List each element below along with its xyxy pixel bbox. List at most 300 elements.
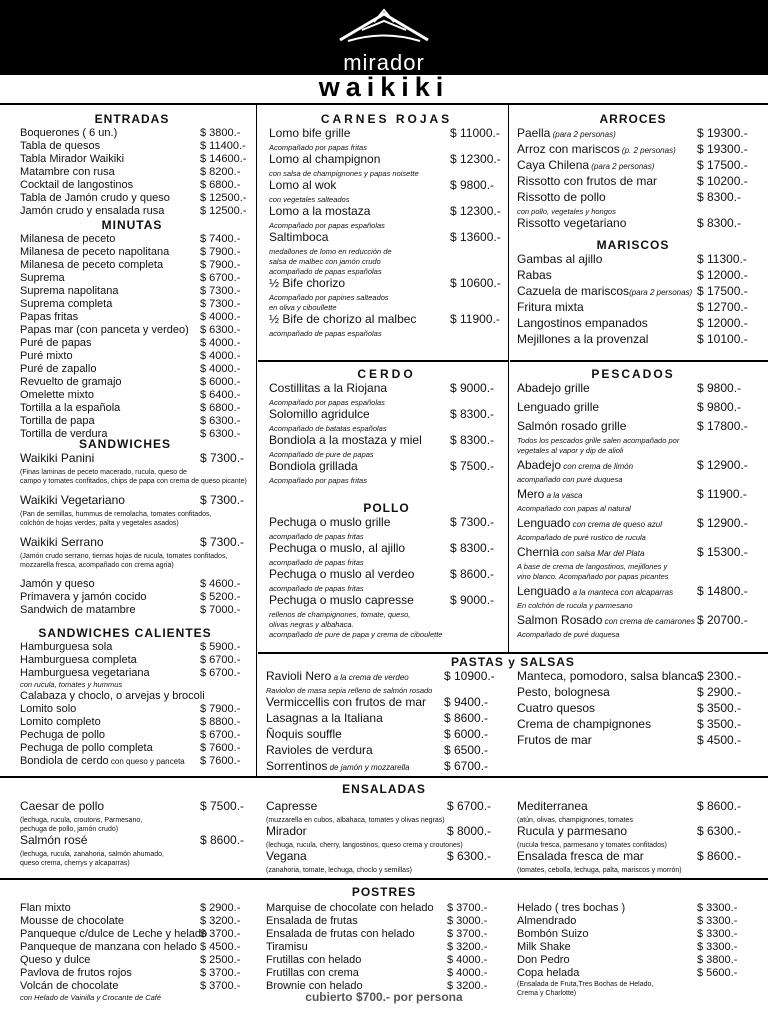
pescados-section — [517, 367, 749, 643]
item-name-text: Hamburguesa completa — [20, 654, 137, 666]
item-name-text: Helado ( tres bochas ) — [517, 902, 626, 914]
menu-item — [266, 728, 502, 744]
item-description: Raviolon de masa sepia relleno de salmón rosado — [266, 686, 433, 695]
ensaladas-list — [20, 800, 244, 868]
item-price: $ 8200.- — [200, 166, 241, 178]
item-name-text: Salmón rosado grille — [517, 419, 627, 433]
item-name — [20, 755, 185, 768]
menu-item — [517, 517, 749, 543]
item-price: $ 9000.- — [450, 593, 495, 607]
menu-item — [517, 285, 749, 301]
item-name-text: Matambre con rusa — [20, 166, 115, 178]
item-price: $ 3200.- — [200, 915, 241, 927]
item-price: $ 7300.- — [450, 515, 495, 529]
item-name — [20, 298, 112, 311]
item-name — [517, 269, 552, 282]
menu-item — [517, 420, 749, 456]
item-name — [266, 744, 373, 757]
menu-item — [517, 850, 749, 875]
item-description: con salsa de champignones y papas noisette — [269, 169, 419, 178]
item-description: olivas negras y albahaca. — [269, 620, 354, 629]
item-name — [20, 272, 65, 285]
item-name-text: Capresse — [266, 799, 318, 813]
section-title: ENTRADAS — [94, 112, 170, 126]
carnes-section — [269, 112, 504, 339]
item-description: acompañado de papas españolas — [269, 329, 382, 338]
item-name — [517, 191, 606, 204]
carnes-list — [269, 127, 504, 339]
item-name — [20, 578, 95, 591]
postres-list — [20, 902, 244, 1003]
item-name-text: Milanesa de peceto napolitana — [20, 246, 170, 258]
item-name — [517, 333, 648, 346]
menu-item — [20, 928, 244, 941]
item-description: colchón de hojas verdes, palta y vegetales asados) — [20, 520, 179, 527]
menu-item — [20, 604, 244, 617]
item-name — [20, 285, 118, 298]
item-name-text: Copa helada — [517, 967, 580, 979]
item-name — [269, 594, 414, 607]
item-name — [20, 246, 169, 259]
menu-item — [20, 311, 244, 324]
item-name-text: Pechuga de pollo — [20, 729, 106, 741]
item-name — [517, 420, 626, 433]
item-name-text: Pechuga de pollo completa — [20, 742, 153, 754]
item-price: $ 6400.- — [200, 389, 241, 401]
item-price: $ 9800.- — [697, 400, 742, 414]
menu-item — [269, 313, 504, 339]
item-name-text: Frutillas con helado — [266, 954, 362, 966]
item-price: $ 7500.- — [200, 799, 245, 813]
menu-item — [517, 401, 749, 417]
item-name — [269, 516, 390, 529]
item-note: con queso y panceta — [108, 757, 185, 766]
item-name-text: Milanesa de peceto — [20, 233, 116, 245]
section-title: MINUTAS — [101, 218, 163, 232]
menu-header — [0, 0, 768, 100]
item-price: $ 7300.- — [200, 451, 245, 465]
item-name-text: ½ Bife chorizo — [269, 276, 346, 290]
item-name-text: Jamón crudo y ensalada rusa — [20, 205, 165, 217]
item-description: (Finas laminas de peceto macerado, rucula, queso de — [20, 469, 187, 476]
item-name — [517, 159, 654, 173]
item-name — [269, 408, 370, 421]
menu-item — [266, 850, 502, 875]
item-name-text: Ensalada fresca de mar — [517, 849, 644, 863]
item-description: mozzarella fresca, acompañado con crema agria) — [20, 562, 174, 569]
item-name-text: Mediterranea — [517, 799, 588, 813]
item-price: $ 10200.- — [697, 174, 748, 188]
item-name — [20, 415, 95, 428]
item-price: $ 19300.- — [697, 142, 748, 156]
item-price: $ 4000.- — [200, 337, 241, 349]
item-name-text: Vermiccellis con frutos de mar — [266, 695, 427, 709]
menu-item — [266, 954, 502, 967]
item-description: queso crema, cherrys y alcaparras) — [20, 860, 130, 867]
item-price: $ 8800.- — [200, 716, 241, 728]
salsas-list — [517, 670, 749, 750]
item-description: Acompañado por papas fritas — [269, 143, 367, 152]
item-name — [517, 143, 676, 157]
item-description: vino blanco. Acompañado por papas picantes — [517, 572, 669, 581]
item-price: $ 7300.- — [200, 285, 241, 297]
item-name-text: Bondiola a la mostaza y miel — [269, 433, 422, 447]
item-description: Acompañado de pure de papas — [269, 450, 374, 459]
item-price: $ 2900.- — [697, 685, 742, 699]
section-title: PASTAS y SALSAS — [451, 655, 575, 669]
menu-item — [517, 546, 749, 582]
item-price: $ 11300.- — [697, 252, 747, 266]
item-price: $ 7000.- — [200, 604, 241, 616]
item-price: $ 6700.- — [200, 272, 241, 284]
item-price: $ 17500.- — [697, 284, 748, 298]
item-name-text: Lomo a la mostaza — [269, 204, 371, 218]
menu-item — [20, 140, 244, 153]
item-price: $ 12300.- — [450, 204, 501, 218]
item-price: $ 4000.- — [447, 954, 488, 966]
item-price: $ 8600.- — [450, 567, 495, 581]
item-description: vegetales al vapor y dip de alioli — [517, 446, 624, 455]
item-name — [269, 205, 370, 218]
item-name — [20, 494, 125, 507]
item-name-text: Abadejo — [517, 458, 562, 472]
section-title: SANDWICHES — [78, 437, 171, 451]
item-name-text: Cuatro quesos — [517, 701, 596, 715]
menu-item — [20, 902, 244, 915]
item-name — [517, 850, 644, 863]
item-name — [20, 928, 207, 941]
menu-item — [269, 231, 504, 277]
item-name — [20, 192, 170, 205]
arroces-list — [517, 127, 749, 233]
item-name-text: Ravioles de verdura — [266, 743, 373, 757]
item-name-text: Milanesa de peceto completa — [20, 259, 164, 271]
calientes-section — [20, 626, 244, 768]
item-name — [20, 834, 87, 847]
item-name — [266, 696, 426, 709]
item-description: acompañado de papas españolas — [269, 267, 382, 276]
menu-item — [517, 585, 749, 611]
item-name-text: Papas fritas — [20, 311, 79, 323]
menu-item — [20, 246, 244, 259]
menu-item — [269, 542, 504, 568]
menu-item — [20, 389, 244, 402]
menu-item — [20, 166, 244, 179]
item-name — [266, 670, 409, 684]
item-price: $ 6800.- — [200, 179, 241, 191]
item-note: (para 2 personas) — [589, 162, 655, 171]
item-name-text: Lomo bife grille — [269, 126, 351, 140]
cerdo-list — [269, 382, 504, 486]
item-name-text: Mero — [517, 487, 545, 501]
item-name-text: Lenguado — [517, 516, 571, 530]
menu-item — [20, 324, 244, 337]
item-name — [266, 800, 317, 813]
item-name-text: Mirador — [266, 824, 307, 838]
item-description: (tomates, cebolla, lechuga, palta, mariscos y morrón) — [517, 867, 682, 874]
item-name-text: Suprema — [20, 272, 65, 284]
item-name-text: Rabas — [517, 268, 552, 282]
menu-item — [269, 382, 504, 408]
item-description: (muzzarella en cubos, albahaca, tomates y olivas negras) — [266, 817, 445, 824]
menu-item — [20, 259, 244, 272]
item-name-text: Paella — [517, 126, 551, 140]
item-name-text: Caya Chilena — [517, 158, 590, 172]
item-price: $ 15300.- — [697, 545, 748, 559]
item-price: $ 4500.- — [200, 941, 241, 953]
item-price: $ 8300.- — [697, 216, 742, 230]
item-description: Acompañado por papas españolas — [269, 221, 385, 230]
item-name-text: Rissotto vegetariano — [517, 216, 627, 230]
item-price: $ 7400.- — [200, 233, 241, 245]
menu-item — [517, 800, 749, 825]
menu-item — [517, 915, 749, 928]
menu-item — [266, 696, 502, 712]
section-title: PESCADOS — [591, 367, 675, 381]
item-price: $ 20700.- — [697, 613, 748, 627]
item-name — [517, 401, 599, 414]
item-price: $ 10600.- — [450, 276, 501, 290]
item-price: $ 3300.- — [697, 928, 738, 940]
item-price: $ 6700.- — [200, 729, 241, 741]
divider — [510, 360, 768, 362]
item-name — [20, 800, 104, 813]
item-name — [20, 389, 94, 402]
item-name-text: Solomillo agridulce — [269, 407, 370, 421]
item-name — [266, 825, 307, 838]
salsas-right — [517, 670, 749, 750]
section-title: POLLO — [363, 501, 410, 515]
item-note: de jamón y mozzarella — [327, 763, 410, 772]
item-name — [517, 517, 662, 531]
menu-item — [20, 755, 244, 768]
menu-item — [517, 825, 749, 850]
item-price: $ 3200.- — [447, 980, 488, 992]
menu-item — [266, 928, 502, 941]
item-description: Acompañado de puré rustico de rucula — [517, 533, 646, 542]
item-name-text: Vegana — [266, 849, 307, 863]
menu-item — [517, 191, 749, 217]
item-name-text: Rissotto de pollo — [517, 190, 606, 204]
item-price: $ 8600.- — [697, 799, 742, 813]
item-name — [517, 941, 571, 954]
menu-item — [20, 350, 244, 363]
item-note: con crema de limón — [561, 462, 634, 471]
ensaladas-list — [266, 800, 502, 875]
item-name — [266, 915, 358, 928]
item-name-text: Pesto, bolognesa — [517, 685, 610, 699]
pescados-list — [517, 382, 749, 640]
menu-item — [517, 333, 749, 349]
item-price: $ 3300.- — [697, 902, 738, 914]
item-name-text: Papas mar (con panceta y verdeo) — [20, 324, 189, 336]
sandwiches-list — [20, 451, 247, 570]
item-price: $ 12500.- — [200, 192, 247, 204]
item-name — [20, 742, 153, 755]
item-name — [20, 153, 124, 166]
item-name-text: Crema de champignones — [517, 717, 652, 731]
pastas-list — [266, 670, 502, 776]
postres-col-3 — [517, 902, 749, 998]
item-name-text: Tiramisu — [266, 941, 308, 953]
pastas-section — [258, 655, 768, 670]
item-price: $ 12700.- — [697, 300, 748, 314]
menu-item — [20, 690, 244, 703]
menu-item — [20, 742, 244, 755]
item-price: $ 6700.- — [447, 799, 492, 813]
item-price: $ 11000.- — [450, 126, 500, 140]
item-name-text: Gambas al ajillo — [517, 252, 603, 266]
item-name-text: Pechuga o muslo grille — [269, 515, 391, 529]
item-name — [20, 536, 104, 549]
item-name — [269, 127, 350, 140]
item-name-text: Ravioli Nero — [266, 669, 332, 683]
menu-item — [517, 143, 749, 159]
item-name-text: Lasagnas a la Italiana — [266, 711, 383, 725]
item-price: $ 17800.- — [697, 419, 748, 433]
item-price: $ 10900.- — [444, 669, 495, 683]
divider — [256, 105, 257, 653]
item-name — [266, 728, 342, 741]
item-price: $ 3800.- — [697, 954, 738, 966]
menu-item — [269, 594, 504, 640]
item-price: $ 3300.- — [697, 915, 738, 927]
item-name-text: Calabaza y choclo, o arvejas y brocoli — [20, 690, 205, 702]
item-price: $ 6700.- — [200, 654, 241, 666]
item-price: $ 6000.- — [200, 376, 241, 388]
item-price: $ 7900.- — [200, 703, 241, 715]
menu-item — [266, 967, 502, 980]
item-price: $ 5900.- — [200, 641, 241, 653]
item-name — [20, 690, 205, 703]
item-name — [269, 153, 380, 166]
item-price: $ 12300.- — [450, 152, 501, 166]
mariscos-section — [517, 238, 749, 349]
item-note: a la vasca — [544, 491, 583, 500]
item-price: $ 3500.- — [697, 717, 742, 731]
item-name — [266, 967, 359, 980]
item-price: $ 6700.- — [200, 667, 241, 679]
item-price: $ 8300.- — [697, 190, 742, 204]
menu-item — [517, 253, 749, 269]
item-name — [20, 350, 73, 363]
item-note: (para 2 personas) — [629, 288, 693, 297]
item-name-text: Volcán de chocolate — [20, 980, 119, 992]
roof-logo-icon — [334, 8, 434, 50]
menu-item — [20, 954, 244, 967]
item-name-text: Mejillones a la provenzal — [517, 332, 649, 346]
item-name — [517, 825, 627, 838]
item-name — [20, 402, 120, 415]
item-price: $ 8600.- — [697, 849, 742, 863]
item-name-text: Lenguado — [517, 584, 571, 598]
item-name-text: Pechuga o muslo, al ajillo — [269, 541, 406, 555]
item-price: $ 12000.- — [697, 268, 748, 282]
item-name — [517, 585, 673, 599]
item-note: con crema de queso azul — [570, 520, 662, 529]
item-name — [269, 542, 405, 555]
item-name — [20, 363, 96, 376]
item-description: acompañado con puré duquesa — [517, 475, 623, 484]
menu-item — [517, 702, 749, 718]
menu-item — [266, 744, 502, 760]
item-name-text: Frutillas con crema — [266, 967, 359, 979]
item-name-text: Sandwich de matambre — [20, 604, 136, 616]
item-price: $ 6300.- — [200, 324, 241, 336]
ensaladas-col-2 — [266, 800, 502, 875]
item-description: con Helado de Vainilla y Crocante de Café — [20, 993, 162, 1002]
item-name-text: Fritura mixta — [517, 300, 584, 314]
item-price: $ 5200.- — [200, 591, 241, 603]
menu-item — [517, 614, 749, 640]
menu-item — [20, 967, 244, 980]
menu-item — [20, 703, 244, 716]
menu-item — [20, 272, 244, 285]
menu-item — [20, 376, 244, 389]
item-name — [266, 760, 410, 774]
menu-item — [517, 488, 749, 514]
ensaladas-col-3 — [517, 800, 749, 875]
item-name — [20, 667, 150, 680]
menu-item — [266, 712, 502, 728]
item-price: $ 6300.- — [447, 849, 492, 863]
item-name — [20, 604, 136, 617]
item-name — [20, 915, 124, 928]
item-description: medallones de lomo en reducción de — [269, 247, 392, 256]
item-description: En colchón de rucula y parmesano — [517, 601, 633, 610]
item-name-text: Cocktail de langostinos — [20, 179, 134, 191]
item-price: $ 3000.- — [447, 915, 488, 927]
menu-item — [266, 670, 502, 696]
item-price: $ 8300.- — [450, 407, 495, 421]
item-price: $ 3500.- — [697, 701, 742, 715]
menu-item — [20, 179, 244, 192]
item-name — [517, 902, 625, 915]
menu-item — [269, 153, 504, 179]
item-name — [517, 954, 570, 967]
item-name — [517, 546, 644, 560]
item-price: $ 17500.- — [697, 158, 748, 172]
item-description: Acompañado de batatas españolas — [269, 424, 387, 433]
item-name-text: Waikiki Vegetariano — [20, 493, 125, 507]
postres-col-1 — [20, 902, 244, 1003]
item-name — [266, 712, 383, 725]
menu-item — [517, 217, 749, 233]
item-description: (lechuga, rucula, zanahoria, salmón ahumado, — [20, 851, 164, 858]
item-price: $ 6300.- — [200, 428, 241, 440]
pollo-section — [269, 501, 504, 640]
item-name — [266, 902, 434, 915]
minutas-list — [20, 233, 244, 441]
item-note: (p. 2 personas) — [619, 146, 676, 155]
item-name-text: Brownie con helado — [266, 980, 363, 992]
item-name — [20, 140, 100, 153]
item-price: $ 7300.- — [200, 535, 245, 549]
item-name-text: Tortilla de papa — [20, 415, 95, 427]
sandwiches-small-list — [20, 578, 244, 617]
item-description: (lechuga, rucula, cherry, langostinos, queso crema y croutones) — [266, 842, 463, 849]
item-name-text: Costillitas a la Riojana — [269, 381, 388, 395]
item-name-text: Tabla de quesos — [20, 140, 101, 152]
menu-item — [20, 363, 244, 376]
menu-item — [20, 451, 247, 486]
menu-item — [517, 159, 749, 175]
item-description: (lechuga, rucula, croutons, Parmesano, — [20, 817, 143, 824]
menu-item — [269, 434, 504, 460]
item-name — [20, 311, 78, 324]
item-description: salsa de malbec con jamón crudo — [269, 257, 381, 266]
item-name-text: Salmon Rosado — [517, 613, 603, 627]
